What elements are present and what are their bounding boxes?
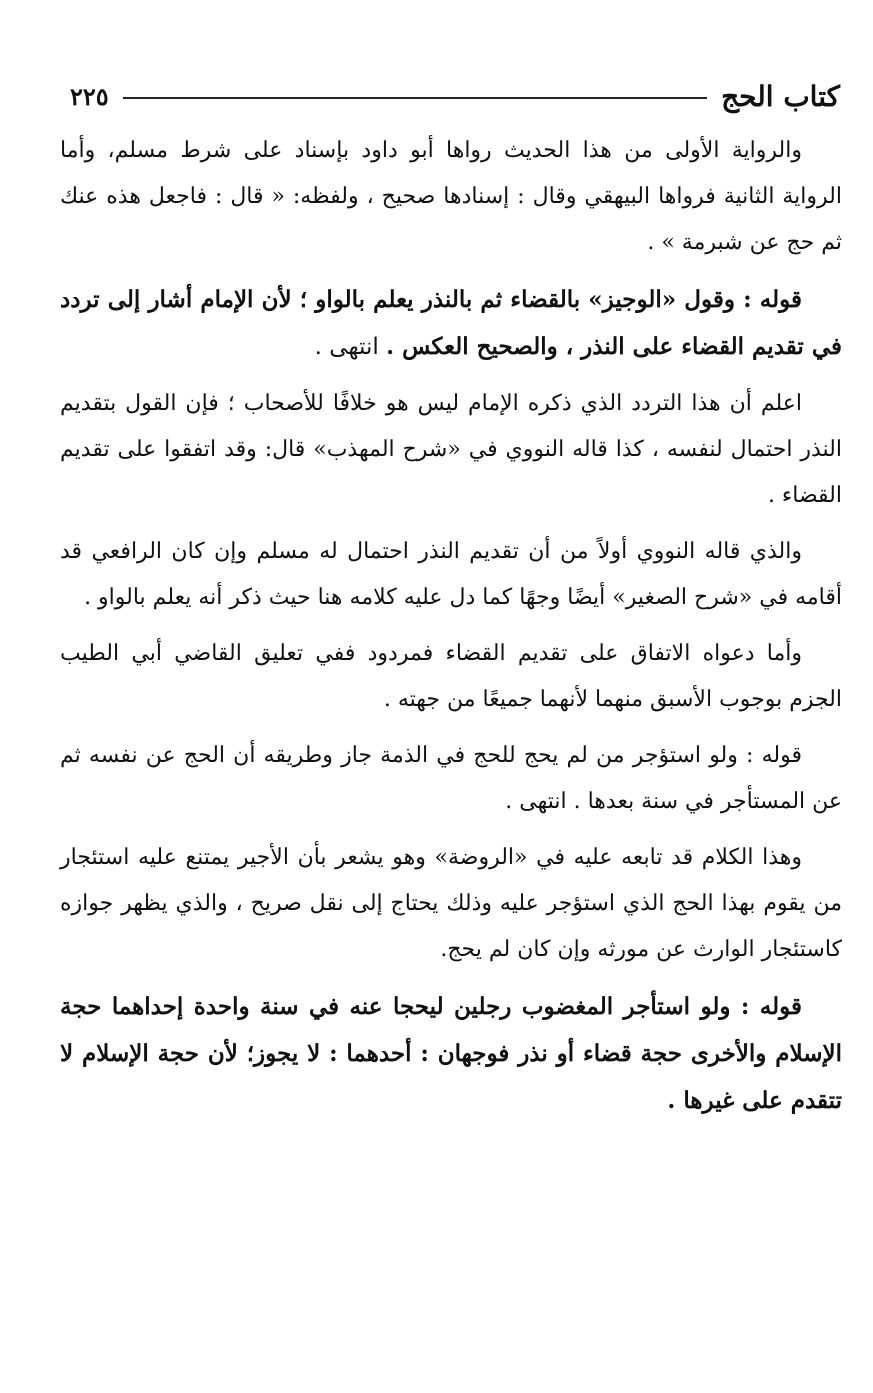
paragraph: وأما دعواه الاتفاق على تقديم القضاء فمردود ففي تعليق القاضي أبي الطيب الجزم بوجوب الأسبق منهما لأنهما جميعًا من جهته . [60,641,842,712]
paragraph: والرواية الأولى من هذا الحديث رواها أبو داود بإسناد على شرط مسلم، وأما الرواية الثانية فرواها البيهقي وقال : إسنادها صحيح ، ولفظه: « قال : فاجعل هذه عنك ثم حج عن شبرمة » . [60,138,842,255]
header-rule [123,97,707,99]
paragraph: اعلم أن هذا التردد الذي ذكره الإمام ليس هو خلافًا للأصحاب ؛ فإن القول بتقديم النذر احتمال لنفسه ، كذا قاله النووي في «شرح المهذب» قال: وقد اتفقوا على تقديم القضاء . [60,391,842,508]
paragraph: والذي قاله النووي أولاً من أن تقديم النذر احتمال له مسلم وإن كان الرافعي قد أقامه في «شرح الصغير» أيضًا وجهًا كما دل عليه كلامه هنا حيث ذكر أنه يعلم بالواو . [60,539,842,610]
page-header [70,74,840,118]
page-number: ٢٢٥ [70,81,109,111]
paragraph: وهذا الكلام قد تابعه عليه في «الروضة» وهو يشعر بأن الأجير يمتنع عليه استئجار من يقوم بهذا الحج الذي استؤجر عليه وذلك يحتاج إلى نقل صريح ، والذي يظهر جوازه كاستئجار الوارث عن مورثه وإن كان لم يحج. [60,845,842,962]
bold-paragraph [60,276,842,371]
bold-paragraph: قوله : ولو استأجر المغضوب رجلين ليحجا عنه في سنة واحدة إحداهما حجة الإسلام والأخرى حجة قضاء أو نذر فوجهان : أحدهما : لا يجوز؛ لأن حجة الإسلام لا تتقدم على غيرها . [60,993,842,1114]
running-title: كتاب الحج [721,79,840,113]
paragraph-text: قوله : وقول «الوجيز» بالقضاء ثم بالنذر يعلم بالواو ؛ لأن الإمام أشار إلى تردد في تقديم القضاء على النذر ، والصحيح العكس . [60,286,842,360]
paragraph: قوله : ولو استؤجر من لم يحج للحج في الذمة جاز وطريقه أن الحج عن نفسه ثم عن المستأجر في سنة بعدها . انتهى . [60,743,842,814]
page-body [60,128,842,1134]
paragraph-tail: انتهى . [314,334,387,360]
